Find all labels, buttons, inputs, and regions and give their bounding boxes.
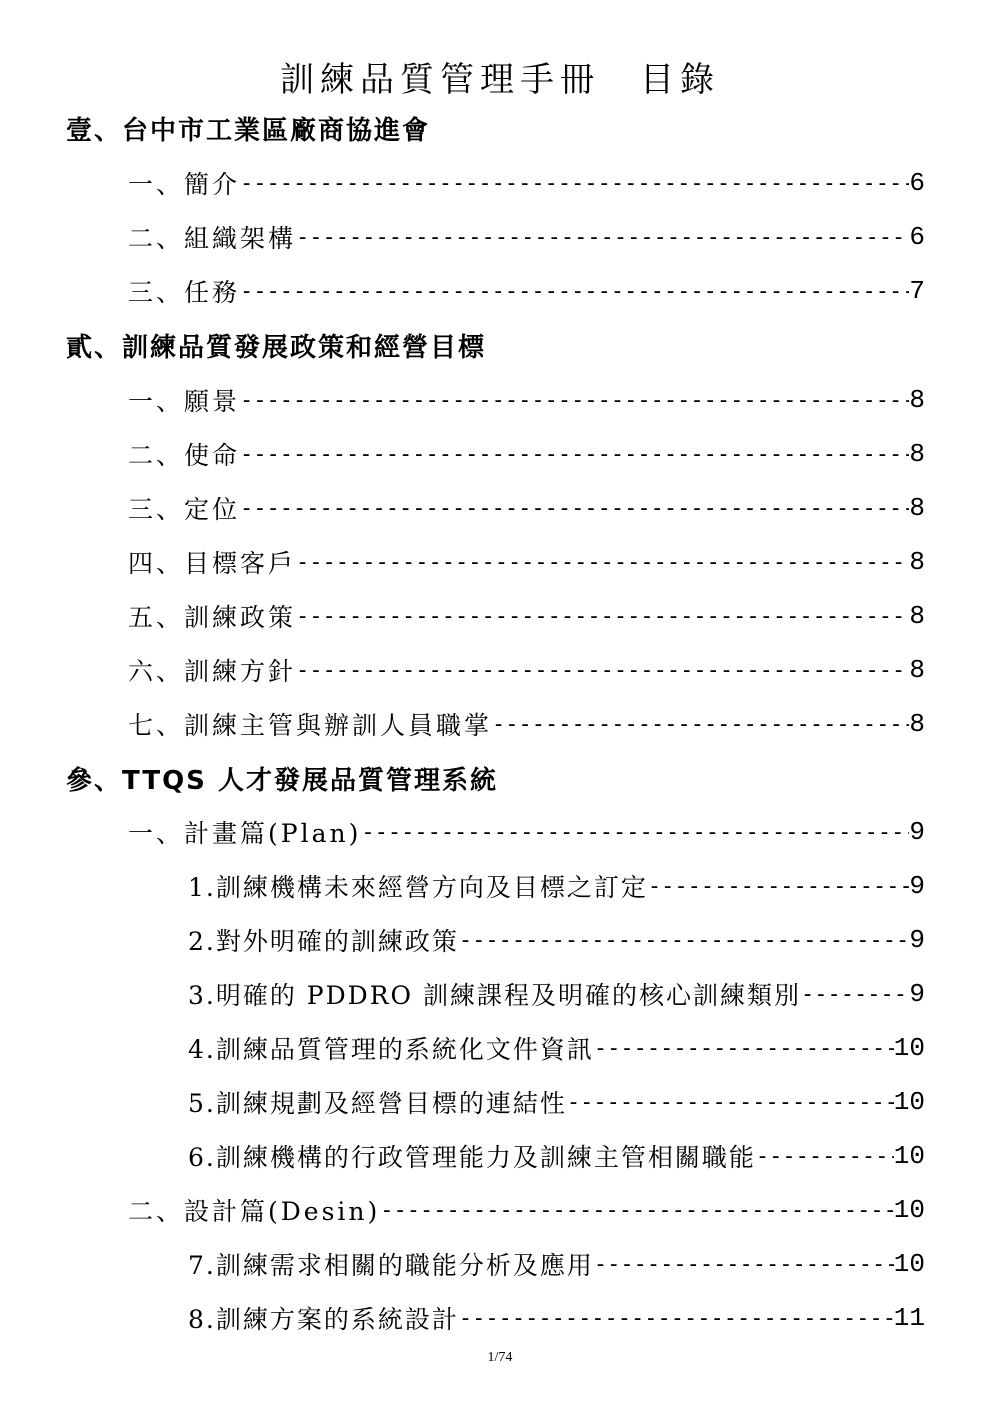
page-footer: 1/74 (487, 1350, 513, 1365)
toc-entry (188, 1028, 925, 1068)
toc-entry (128, 812, 925, 852)
dot-leader (492, 712, 909, 737)
toc-entry (128, 596, 925, 636)
toc-page-number: 9 (909, 871, 925, 901)
dot-leader (361, 820, 909, 845)
toc-page-number: 10 (893, 1195, 925, 1225)
toc-entry (128, 488, 925, 528)
toc-entry-label: 二、組織架構 (128, 224, 297, 253)
toc-entry-label: 貳、訓練品質發展政策和經營目標 (66, 332, 487, 363)
toc-entry (128, 163, 925, 203)
toc-entry-label: 六、訓練方針 (128, 657, 297, 686)
toc-entry (128, 542, 925, 582)
toc-entry-label: 8.訓練方案的系統設計 (188, 1305, 459, 1334)
page-title: 訓練品質管理手冊 目錄 (280, 60, 720, 100)
toc-entry-label: 七、訓練主管與辦訓人員職掌 (128, 711, 493, 740)
toc-entry-label: 7.訓練需求相關的職能分析及應用 (188, 1251, 594, 1280)
dot-leader (801, 982, 909, 1007)
toc-page-number: 8 (909, 439, 925, 469)
toc-page-number: 8 (909, 547, 925, 577)
dot-leader (756, 1144, 894, 1169)
toc-entry (188, 1082, 925, 1122)
toc-entry-label: 三、任務 (128, 278, 241, 307)
toc-page-number: 10 (893, 1141, 925, 1171)
toc-entry-label: 一、願景 (128, 387, 241, 416)
dot-leader (240, 388, 909, 413)
toc-page-number: 8 (909, 385, 925, 415)
toc-entry-label: 6.訓練機構的行政管理能力及訓練主管相關職能 (188, 1143, 756, 1172)
toc-entry (188, 1298, 925, 1338)
dot-leader (240, 171, 909, 196)
toc-page-number: 10 (893, 1249, 925, 1279)
toc-section-heading (66, 758, 940, 798)
toc-entry-label: 4.訓練品質管理的系統化文件資訊 (188, 1035, 594, 1064)
toc-entry (188, 1136, 925, 1176)
toc-entry-label: 一、計畫篇(Plan) (128, 819, 362, 848)
toc-entry-label: 四、目標客戶 (128, 549, 297, 578)
toc-entry (128, 217, 925, 257)
toc-page-number: 7 (909, 276, 925, 306)
dot-leader (380, 1198, 894, 1223)
toc-entry (128, 380, 925, 420)
dot-leader (459, 928, 910, 953)
dot-leader (567, 1090, 894, 1115)
toc-entry (128, 434, 925, 474)
toc-entry (128, 650, 925, 690)
toc-page-number: 9 (909, 979, 925, 1009)
dot-leader (240, 496, 909, 521)
toc-entry-label: 1.訓練機構未來經營方向及目標之訂定 (188, 873, 648, 902)
toc-entry-label: 2.對外明確的訓練政策 (188, 927, 459, 956)
dot-leader (296, 225, 909, 250)
toc-entry (128, 271, 925, 311)
dot-leader (594, 1252, 894, 1277)
toc-entry (188, 1244, 925, 1284)
toc-entry (188, 920, 925, 960)
dot-leader (296, 550, 909, 575)
dot-leader (240, 442, 909, 467)
toc-entry (188, 974, 925, 1014)
toc-page-number: 10 (893, 1033, 925, 1063)
dot-leader (594, 1036, 894, 1061)
toc-page-number: 9 (909, 817, 925, 847)
toc-page-number: 6 (909, 222, 925, 252)
toc-entry-label: 壹、台中市工業區廠商協進會 (66, 115, 431, 146)
toc-page-number: 6 (909, 168, 925, 198)
toc-section-heading (66, 325, 940, 365)
toc-page-number: 8 (909, 493, 925, 523)
dot-leader (240, 279, 909, 304)
toc-page-number: 9 (909, 925, 925, 955)
toc-entry-label: 參、TTQS 人才發展品質管理系統 (66, 765, 498, 796)
toc-entry-label: 三、定位 (128, 495, 241, 524)
toc-page-number: 8 (909, 709, 925, 739)
toc-entry-label: 五、訓練政策 (128, 603, 297, 632)
dot-leader (296, 604, 909, 629)
toc-entry-label: 二、設計篇(Desin) (128, 1197, 381, 1226)
toc-entry (128, 1190, 925, 1230)
toc-page-number: 10 (893, 1087, 925, 1117)
toc-entry-label: 一、簡介 (128, 170, 241, 199)
toc-section-heading (66, 108, 940, 148)
dot-leader (648, 874, 910, 899)
toc-entry-label: 5.訓練規劃及經營目標的連結性 (188, 1089, 567, 1118)
dot-leader (296, 658, 909, 683)
toc-page-number: 8 (909, 655, 925, 685)
dot-leader (459, 1306, 894, 1331)
toc-page-number: 8 (909, 601, 925, 631)
toc-entry (128, 704, 925, 744)
toc-page-number: 11 (893, 1303, 925, 1333)
toc-entry (188, 866, 925, 906)
toc-entry-label: 3.明確的 PDDRO 訓練課程及明確的核心訓練類別 (188, 981, 801, 1010)
toc-entry-label: 二、使命 (128, 441, 241, 470)
